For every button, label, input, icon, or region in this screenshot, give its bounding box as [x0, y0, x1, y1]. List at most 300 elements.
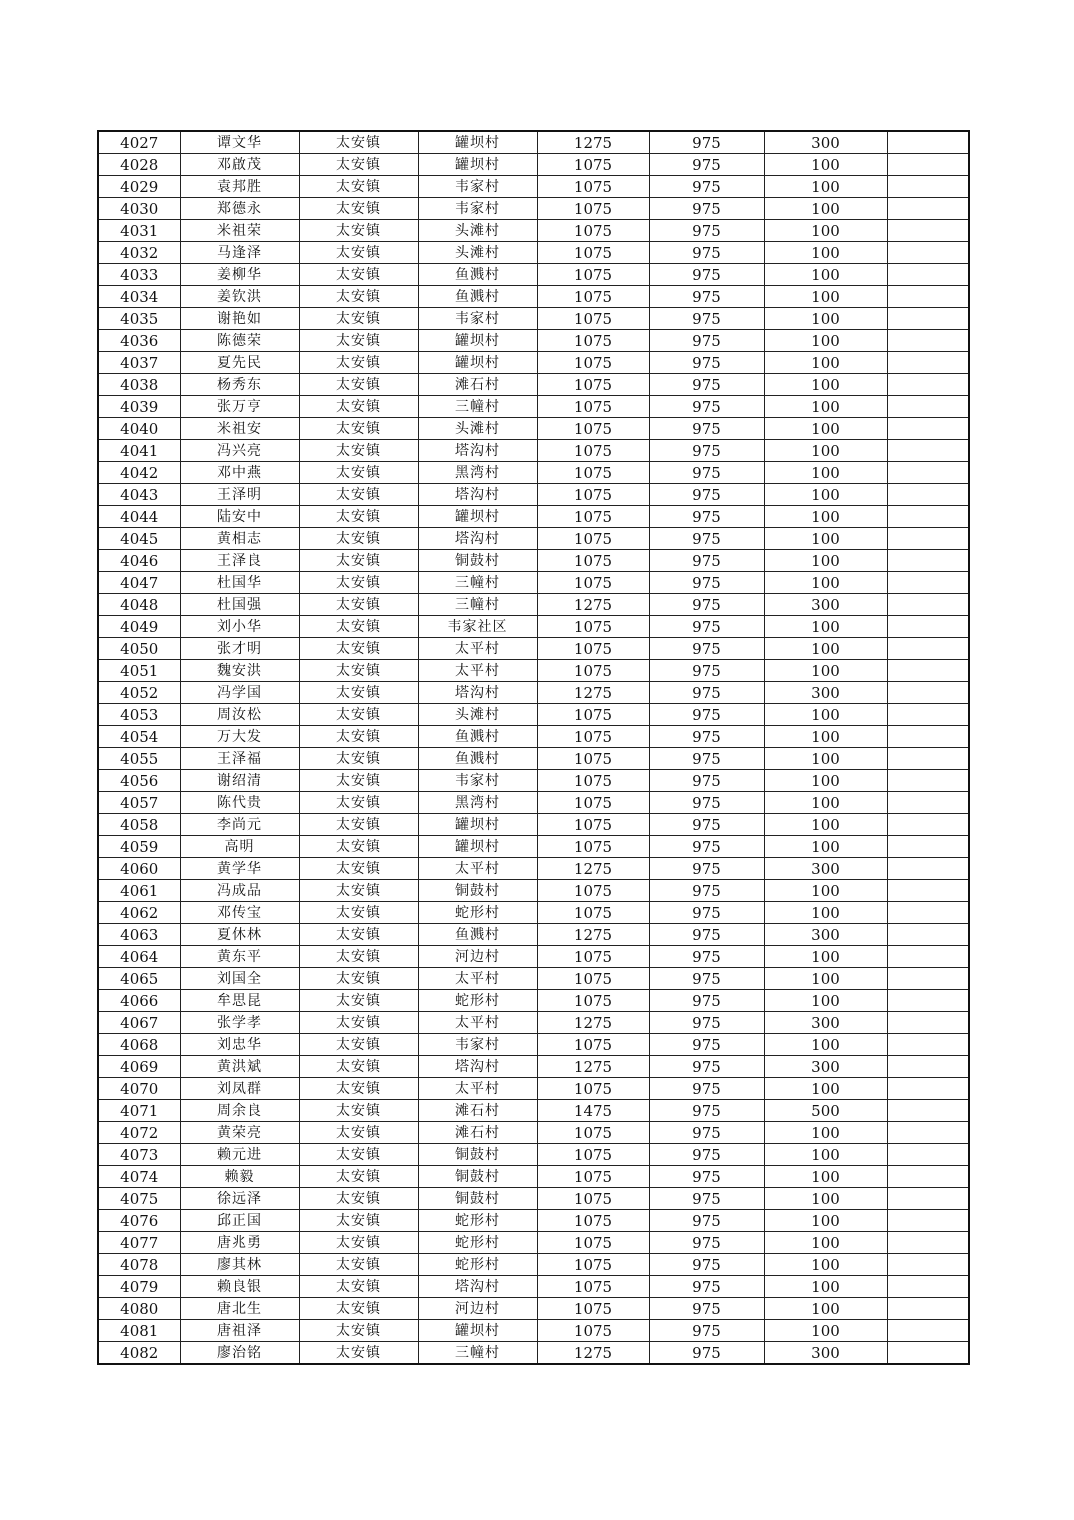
- remark-cell: [887, 814, 969, 836]
- row-number-cell: 4080: [98, 1298, 180, 1320]
- total-amount-cell: 1075: [537, 880, 649, 902]
- extra-amount-cell: 100: [764, 374, 887, 396]
- extra-amount-cell: 100: [764, 176, 887, 198]
- name-cell: 冯兴亮: [180, 440, 299, 462]
- remark-cell: [887, 330, 969, 352]
- village-cell: 罐坝村: [418, 131, 537, 154]
- name-cell: 郑德永: [180, 198, 299, 220]
- remark-cell: [887, 748, 969, 770]
- remark-cell: [887, 440, 969, 462]
- table-row: [98, 462, 969, 484]
- town-cell: 太安镇: [299, 858, 418, 880]
- base-amount-cell: 975: [649, 220, 764, 242]
- remark-cell: [887, 1210, 969, 1232]
- base-amount-cell: 975: [649, 572, 764, 594]
- total-amount-cell: 1075: [537, 330, 649, 352]
- remark-cell: [887, 1166, 969, 1188]
- total-amount-cell: 1275: [537, 682, 649, 704]
- village-cell: 鱼溅村: [418, 726, 537, 748]
- row-number-cell: 4061: [98, 880, 180, 902]
- table-row: [98, 880, 969, 902]
- extra-amount-cell: 100: [764, 1232, 887, 1254]
- town-cell: 太安镇: [299, 638, 418, 660]
- village-cell: 太平村: [418, 638, 537, 660]
- town-cell: 太安镇: [299, 462, 418, 484]
- base-amount-cell: 975: [649, 308, 764, 330]
- total-amount-cell: 1275: [537, 1056, 649, 1078]
- village-cell: 黑湾村: [418, 792, 537, 814]
- village-cell: 河边村: [418, 1298, 537, 1320]
- remark-cell: [887, 770, 969, 792]
- town-cell: 太安镇: [299, 1122, 418, 1144]
- remark-cell: [887, 1122, 969, 1144]
- name-cell: 牟思昆: [180, 990, 299, 1012]
- table-row: [98, 726, 969, 748]
- row-number-cell: 4069: [98, 1056, 180, 1078]
- extra-amount-cell: 300: [764, 682, 887, 704]
- remark-cell: [887, 528, 969, 550]
- table-row: [98, 682, 969, 704]
- row-number-cell: 4034: [98, 286, 180, 308]
- town-cell: 太安镇: [299, 1210, 418, 1232]
- town-cell: 太安镇: [299, 748, 418, 770]
- extra-amount-cell: 300: [764, 1056, 887, 1078]
- extra-amount-cell: 100: [764, 506, 887, 528]
- data-table: [97, 130, 970, 1365]
- table-row: [98, 528, 969, 550]
- village-cell: 滩石村: [418, 1100, 537, 1122]
- town-cell: 太安镇: [299, 990, 418, 1012]
- base-amount-cell: 975: [649, 1012, 764, 1034]
- name-cell: 姜钦洪: [180, 286, 299, 308]
- base-amount-cell: 975: [649, 704, 764, 726]
- town-cell: 太安镇: [299, 1320, 418, 1342]
- table-row: [98, 418, 969, 440]
- table-row: [98, 924, 969, 946]
- base-amount-cell: 975: [649, 594, 764, 616]
- table-row: [98, 550, 969, 572]
- name-cell: 黄洪斌: [180, 1056, 299, 1078]
- remark-cell: [887, 726, 969, 748]
- name-cell: 邱正国: [180, 1210, 299, 1232]
- name-cell: 刘小华: [180, 616, 299, 638]
- extra-amount-cell: 100: [764, 550, 887, 572]
- row-number-cell: 4076: [98, 1210, 180, 1232]
- extra-amount-cell: 100: [764, 198, 887, 220]
- town-cell: 太安镇: [299, 418, 418, 440]
- extra-amount-cell: 100: [764, 572, 887, 594]
- table-row: [98, 1210, 969, 1232]
- name-cell: 陆安中: [180, 506, 299, 528]
- extra-amount-cell: 100: [764, 528, 887, 550]
- total-amount-cell: 1075: [537, 1034, 649, 1056]
- total-amount-cell: 1075: [537, 1144, 649, 1166]
- town-cell: 太安镇: [299, 220, 418, 242]
- total-amount-cell: 1075: [537, 396, 649, 418]
- village-cell: 塔沟村: [418, 682, 537, 704]
- total-amount-cell: 1075: [537, 616, 649, 638]
- village-cell: 塔沟村: [418, 528, 537, 550]
- extra-amount-cell: 100: [764, 726, 887, 748]
- total-amount-cell: 1275: [537, 924, 649, 946]
- base-amount-cell: 975: [649, 616, 764, 638]
- total-amount-cell: 1075: [537, 836, 649, 858]
- total-amount-cell: 1075: [537, 352, 649, 374]
- table-row: [98, 990, 969, 1012]
- row-number-cell: 4081: [98, 1320, 180, 1342]
- extra-amount-cell: 100: [764, 616, 887, 638]
- row-number-cell: 4078: [98, 1254, 180, 1276]
- village-cell: 太平村: [418, 660, 537, 682]
- extra-amount-cell: 100: [764, 440, 887, 462]
- name-cell: 冯学国: [180, 682, 299, 704]
- village-cell: 铜鼓村: [418, 1188, 537, 1210]
- remark-cell: [887, 1056, 969, 1078]
- village-cell: 韦家村: [418, 1034, 537, 1056]
- name-cell: 谢绍清: [180, 770, 299, 792]
- extra-amount-cell: 100: [764, 748, 887, 770]
- total-amount-cell: 1275: [537, 858, 649, 880]
- table-row: [98, 946, 969, 968]
- table-row: [98, 1122, 969, 1144]
- table-row: [98, 484, 969, 506]
- village-cell: 铜鼓村: [418, 880, 537, 902]
- village-cell: 鱼溅村: [418, 924, 537, 946]
- name-cell: 黄相志: [180, 528, 299, 550]
- village-cell: 塔沟村: [418, 440, 537, 462]
- village-cell: 罐坝村: [418, 506, 537, 528]
- name-cell: 唐祖泽: [180, 1320, 299, 1342]
- base-amount-cell: 975: [649, 682, 764, 704]
- town-cell: 太安镇: [299, 594, 418, 616]
- table-row: [98, 396, 969, 418]
- remark-cell: [887, 1188, 969, 1210]
- base-amount-cell: 975: [649, 506, 764, 528]
- row-number-cell: 4064: [98, 946, 180, 968]
- remark-cell: [887, 131, 969, 154]
- name-cell: 邓传宝: [180, 902, 299, 924]
- row-number-cell: 4045: [98, 528, 180, 550]
- extra-amount-cell: 300: [764, 1012, 887, 1034]
- remark-cell: [887, 264, 969, 286]
- total-amount-cell: 1075: [537, 990, 649, 1012]
- base-amount-cell: 975: [649, 462, 764, 484]
- village-cell: 罐坝村: [418, 814, 537, 836]
- row-number-cell: 4044: [98, 506, 180, 528]
- extra-amount-cell: 100: [764, 968, 887, 990]
- base-amount-cell: 975: [649, 176, 764, 198]
- village-cell: 塔沟村: [418, 484, 537, 506]
- name-cell: 邓啟茂: [180, 154, 299, 176]
- town-cell: 太安镇: [299, 902, 418, 924]
- remark-cell: [887, 968, 969, 990]
- village-cell: 罐坝村: [418, 154, 537, 176]
- base-amount-cell: 975: [649, 374, 764, 396]
- town-cell: 太安镇: [299, 1232, 418, 1254]
- name-cell: 唐北生: [180, 1298, 299, 1320]
- town-cell: 太安镇: [299, 1012, 418, 1034]
- table-row: [98, 792, 969, 814]
- total-amount-cell: 1075: [537, 1166, 649, 1188]
- base-amount-cell: 975: [649, 1166, 764, 1188]
- name-cell: 陈代贵: [180, 792, 299, 814]
- base-amount-cell: 975: [649, 902, 764, 924]
- table-row: [98, 748, 969, 770]
- row-number-cell: 4031: [98, 220, 180, 242]
- table-row: [98, 308, 969, 330]
- row-number-cell: 4073: [98, 1144, 180, 1166]
- total-amount-cell: 1075: [537, 1320, 649, 1342]
- table-row: [98, 572, 969, 594]
- remark-cell: [887, 1254, 969, 1276]
- table-row: [98, 1056, 969, 1078]
- remark-cell: [887, 902, 969, 924]
- name-cell: 米祖荣: [180, 220, 299, 242]
- table-body: [98, 131, 969, 1364]
- extra-amount-cell: 100: [764, 814, 887, 836]
- extra-amount-cell: 100: [764, 704, 887, 726]
- row-number-cell: 4041: [98, 440, 180, 462]
- table-row: [98, 1276, 969, 1298]
- town-cell: 太安镇: [299, 286, 418, 308]
- town-cell: 太安镇: [299, 946, 418, 968]
- village-cell: 黑湾村: [418, 462, 537, 484]
- table-row: [98, 858, 969, 880]
- village-cell: 蛇形村: [418, 990, 537, 1012]
- base-amount-cell: 975: [649, 770, 764, 792]
- table-row: [98, 1320, 969, 1342]
- remark-cell: [887, 1078, 969, 1100]
- extra-amount-cell: 100: [764, 1166, 887, 1188]
- name-cell: 廖治铭: [180, 1342, 299, 1365]
- town-cell: 太安镇: [299, 1100, 418, 1122]
- name-cell: 王泽明: [180, 484, 299, 506]
- town-cell: 太安镇: [299, 770, 418, 792]
- row-number-cell: 4028: [98, 154, 180, 176]
- extra-amount-cell: 100: [764, 264, 887, 286]
- total-amount-cell: 1075: [537, 220, 649, 242]
- base-amount-cell: 975: [649, 1320, 764, 1342]
- remark-cell: [887, 660, 969, 682]
- remark-cell: [887, 1144, 969, 1166]
- base-amount-cell: 975: [649, 352, 764, 374]
- remark-cell: [887, 638, 969, 660]
- name-cell: 高明: [180, 836, 299, 858]
- base-amount-cell: 975: [649, 924, 764, 946]
- row-number-cell: 4050: [98, 638, 180, 660]
- total-amount-cell: 1075: [537, 968, 649, 990]
- base-amount-cell: 975: [649, 1122, 764, 1144]
- row-number-cell: 4056: [98, 770, 180, 792]
- village-cell: 韦家村: [418, 176, 537, 198]
- row-number-cell: 4071: [98, 1100, 180, 1122]
- base-amount-cell: 975: [649, 990, 764, 1012]
- total-amount-cell: 1275: [537, 131, 649, 154]
- row-number-cell: 4057: [98, 792, 180, 814]
- row-number-cell: 4066: [98, 990, 180, 1012]
- extra-amount-cell: 100: [764, 1320, 887, 1342]
- village-cell: 三幢村: [418, 572, 537, 594]
- extra-amount-cell: 100: [764, 1298, 887, 1320]
- base-amount-cell: 975: [649, 858, 764, 880]
- town-cell: 太安镇: [299, 792, 418, 814]
- remark-cell: [887, 176, 969, 198]
- total-amount-cell: 1075: [537, 528, 649, 550]
- name-cell: 刘凤群: [180, 1078, 299, 1100]
- base-amount-cell: 975: [649, 660, 764, 682]
- total-amount-cell: 1075: [537, 902, 649, 924]
- base-amount-cell: 975: [649, 1210, 764, 1232]
- table-row: [98, 1232, 969, 1254]
- row-number-cell: 4042: [98, 462, 180, 484]
- total-amount-cell: 1075: [537, 154, 649, 176]
- town-cell: 太安镇: [299, 440, 418, 462]
- remark-cell: [887, 1320, 969, 1342]
- town-cell: 太安镇: [299, 1254, 418, 1276]
- total-amount-cell: 1075: [537, 1232, 649, 1254]
- table-row: [98, 506, 969, 528]
- town-cell: 太安镇: [299, 880, 418, 902]
- row-number-cell: 4032: [98, 242, 180, 264]
- remark-cell: [887, 682, 969, 704]
- row-number-cell: 4068: [98, 1034, 180, 1056]
- base-amount-cell: 975: [649, 418, 764, 440]
- base-amount-cell: 975: [649, 264, 764, 286]
- base-amount-cell: 975: [649, 550, 764, 572]
- extra-amount-cell: 300: [764, 858, 887, 880]
- row-number-cell: 4079: [98, 1276, 180, 1298]
- name-cell: 王泽福: [180, 748, 299, 770]
- name-cell: 杜国强: [180, 594, 299, 616]
- total-amount-cell: 1075: [537, 198, 649, 220]
- total-amount-cell: 1075: [537, 572, 649, 594]
- town-cell: 太安镇: [299, 1188, 418, 1210]
- total-amount-cell: 1075: [537, 1276, 649, 1298]
- name-cell: 袁邦胜: [180, 176, 299, 198]
- village-cell: 鱼溅村: [418, 286, 537, 308]
- remark-cell: [887, 594, 969, 616]
- village-cell: 蛇形村: [418, 1210, 537, 1232]
- extra-amount-cell: 300: [764, 1342, 887, 1365]
- table-row: [98, 836, 969, 858]
- village-cell: 太平村: [418, 858, 537, 880]
- table-row: [98, 1254, 969, 1276]
- base-amount-cell: 975: [649, 154, 764, 176]
- name-cell: 谭文华: [180, 131, 299, 154]
- total-amount-cell: 1075: [537, 286, 649, 308]
- base-amount-cell: 975: [649, 946, 764, 968]
- town-cell: 太安镇: [299, 308, 418, 330]
- table-row: [98, 770, 969, 792]
- name-cell: 刘国全: [180, 968, 299, 990]
- row-number-cell: 4075: [98, 1188, 180, 1210]
- village-cell: 滩石村: [418, 374, 537, 396]
- town-cell: 太安镇: [299, 968, 418, 990]
- remark-cell: [887, 1276, 969, 1298]
- village-cell: 罐坝村: [418, 330, 537, 352]
- remark-cell: [887, 418, 969, 440]
- town-cell: 太安镇: [299, 924, 418, 946]
- total-amount-cell: 1075: [537, 1188, 649, 1210]
- village-cell: 蛇形村: [418, 1254, 537, 1276]
- town-cell: 太安镇: [299, 330, 418, 352]
- base-amount-cell: 975: [649, 1056, 764, 1078]
- total-amount-cell: 1075: [537, 946, 649, 968]
- remark-cell: [887, 242, 969, 264]
- total-amount-cell: 1075: [537, 440, 649, 462]
- extra-amount-cell: 100: [764, 308, 887, 330]
- base-amount-cell: 975: [649, 1298, 764, 1320]
- town-cell: 太安镇: [299, 550, 418, 572]
- extra-amount-cell: 100: [764, 286, 887, 308]
- row-number-cell: 4074: [98, 1166, 180, 1188]
- total-amount-cell: 1075: [537, 814, 649, 836]
- row-number-cell: 4029: [98, 176, 180, 198]
- row-number-cell: 4037: [98, 352, 180, 374]
- total-amount-cell: 1075: [537, 1122, 649, 1144]
- total-amount-cell: 1075: [537, 726, 649, 748]
- village-cell: 太平村: [418, 968, 537, 990]
- base-amount-cell: 975: [649, 968, 764, 990]
- town-cell: 太安镇: [299, 374, 418, 396]
- town-cell: 太安镇: [299, 1276, 418, 1298]
- name-cell: 谢艳如: [180, 308, 299, 330]
- table-row: [98, 131, 969, 154]
- name-cell: 张万亨: [180, 396, 299, 418]
- row-number-cell: 4030: [98, 198, 180, 220]
- extra-amount-cell: 100: [764, 660, 887, 682]
- village-cell: 罐坝村: [418, 1320, 537, 1342]
- table-row: [98, 594, 969, 616]
- row-number-cell: 4054: [98, 726, 180, 748]
- remark-cell: [887, 308, 969, 330]
- base-amount-cell: 975: [649, 1276, 764, 1298]
- remark-cell: [887, 352, 969, 374]
- base-amount-cell: 975: [649, 1100, 764, 1122]
- total-amount-cell: 1075: [537, 1254, 649, 1276]
- total-amount-cell: 1075: [537, 550, 649, 572]
- base-amount-cell: 975: [649, 484, 764, 506]
- row-number-cell: 4058: [98, 814, 180, 836]
- extra-amount-cell: 100: [764, 154, 887, 176]
- village-cell: 塔沟村: [418, 1276, 537, 1298]
- table-row: [98, 440, 969, 462]
- extra-amount-cell: 100: [764, 484, 887, 506]
- remark-cell: [887, 550, 969, 572]
- row-number-cell: 4062: [98, 902, 180, 924]
- table-row: [98, 902, 969, 924]
- remark-cell: [887, 836, 969, 858]
- extra-amount-cell: 500: [764, 1100, 887, 1122]
- total-amount-cell: 1275: [537, 1012, 649, 1034]
- table-row: [98, 154, 969, 176]
- total-amount-cell: 1075: [537, 770, 649, 792]
- row-number-cell: 4052: [98, 682, 180, 704]
- base-amount-cell: 975: [649, 440, 764, 462]
- village-cell: 罐坝村: [418, 836, 537, 858]
- base-amount-cell: 975: [649, 638, 764, 660]
- name-cell: 周余良: [180, 1100, 299, 1122]
- extra-amount-cell: 100: [764, 1034, 887, 1056]
- table-row: [98, 374, 969, 396]
- row-number-cell: 4033: [98, 264, 180, 286]
- remark-cell: [887, 946, 969, 968]
- remark-cell: [887, 924, 969, 946]
- row-number-cell: 4048: [98, 594, 180, 616]
- base-amount-cell: 975: [649, 726, 764, 748]
- table-row: [98, 1034, 969, 1056]
- row-number-cell: 4046: [98, 550, 180, 572]
